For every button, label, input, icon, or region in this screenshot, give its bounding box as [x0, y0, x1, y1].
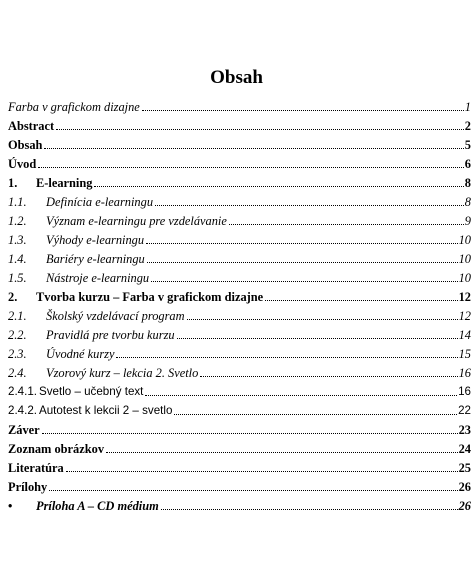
toc-entry-label: Školský vzdelávací program — [46, 309, 185, 323]
toc-leader — [151, 281, 457, 282]
toc-entry-number: 2.3. — [8, 347, 27, 361]
toc-page-number: 8 — [464, 195, 471, 209]
toc-entry — [8, 456, 471, 475]
toc-entry-number: 2. — [8, 290, 18, 304]
toc-leader — [155, 205, 464, 206]
toc-entry — [8, 323, 471, 342]
toc-entry — [8, 361, 471, 380]
toc-entry — [8, 114, 471, 133]
toc-page-number: 16 — [458, 385, 471, 398]
toc-entry-label: Definícia e-learningu — [46, 195, 154, 209]
toc-page-number: 10 — [458, 271, 471, 285]
toc-entry-number: 1. — [8, 176, 18, 190]
toc-page-number: 12 — [458, 309, 471, 323]
toc-page-number: 6 — [464, 157, 471, 171]
toc-entry-label: Tvorba kurzu – Farba v grafickom dizajne — [36, 290, 264, 304]
toc-page-number: 16 — [458, 366, 471, 380]
toc-page-number: 25 — [458, 461, 471, 475]
toc-leader — [161, 509, 458, 510]
toc-entry-label: Vzorový kurz – lekcia 2. Svetlo — [46, 366, 199, 380]
table-of-contents — [8, 95, 471, 513]
toc-entry — [8, 399, 471, 418]
toc-page-number: 23 — [458, 423, 471, 437]
toc-entry-label: Abstract — [8, 119, 55, 133]
page-title: Obsah — [210, 67, 263, 88]
toc-leader — [229, 224, 464, 225]
toc-leader — [177, 338, 458, 339]
toc-entry-number: 1.3. — [8, 233, 27, 247]
toc-leader — [49, 490, 457, 491]
toc-page-number: 1 — [464, 100, 471, 114]
toc-entry-number: 1.5. — [8, 271, 27, 285]
toc-entry-number: 1.1. — [8, 195, 27, 209]
toc-entry — [8, 209, 471, 228]
toc-entry — [8, 418, 471, 437]
toc-entry — [8, 475, 471, 494]
toc-page-number: 10 — [458, 233, 471, 247]
toc-entry-label: Nástroje e-learningu — [46, 271, 150, 285]
toc-entry-label: Výhody e-learningu — [46, 233, 145, 247]
toc-page-number: 9 — [464, 214, 471, 228]
toc-leader — [44, 148, 463, 149]
toc-entry — [8, 342, 471, 361]
bullet-icon: • — [8, 499, 13, 513]
toc-entry — [8, 494, 471, 513]
toc-leader — [146, 243, 458, 244]
toc-page-number: 26 — [458, 499, 471, 513]
toc-page-number: 2 — [464, 119, 471, 133]
toc-entry — [8, 304, 471, 323]
toc-entry — [8, 152, 471, 171]
toc-entry — [8, 95, 471, 114]
toc-leader — [94, 186, 463, 187]
toc-entry-label: Zoznam obrázkov — [8, 442, 105, 456]
toc-entry — [8, 285, 471, 304]
toc-page-number: 26 — [458, 480, 471, 494]
toc-entry-label: Farba v grafickom dizajne — [8, 100, 140, 114]
toc-page-number: 10 — [458, 252, 471, 266]
toc-leader — [145, 395, 457, 396]
toc-leader — [56, 129, 464, 130]
toc-page-number: 5 — [464, 138, 471, 152]
toc-entry-label: Význam e-learningu pre vzdelávanie — [46, 214, 227, 228]
toc-page-number: 12 — [458, 290, 471, 304]
toc-leader — [200, 376, 457, 377]
toc-page-number: 22 — [458, 404, 471, 417]
toc-entry — [8, 247, 471, 266]
toc-leader — [147, 262, 458, 263]
toc-entry-number: 2.2. — [8, 328, 27, 342]
toc-entry-number: 2.4.2. — [8, 404, 38, 417]
toc-leader — [265, 300, 457, 301]
toc-leader — [38, 167, 464, 168]
toc-entry — [8, 228, 471, 247]
toc-entry-label: Autotest k lekcii 2 – svetlo — [39, 404, 173, 417]
toc-leader — [116, 357, 457, 358]
toc-leader — [142, 110, 464, 111]
toc-entry-label: E-learning — [36, 176, 93, 190]
toc-page-number: 8 — [464, 176, 471, 190]
toc-entry — [8, 133, 471, 152]
toc-entry-number: 2.4.1. — [8, 385, 38, 398]
toc-leader — [42, 433, 458, 434]
toc-entry-label: Úvodné kurzy — [46, 347, 115, 361]
toc-entry — [8, 190, 471, 209]
toc-page-number: 14 — [458, 328, 471, 342]
toc-entry-number: 1.4. — [8, 252, 27, 266]
toc-leader — [106, 452, 458, 453]
toc-page-number: 15 — [458, 347, 471, 361]
toc-entry — [8, 171, 471, 190]
toc-leader — [187, 319, 458, 320]
toc-entry — [8, 380, 471, 399]
toc-entry-label: Pravidlá pre tvorbu kurzu — [46, 328, 175, 342]
toc-leader — [66, 471, 458, 472]
toc-entry-label: Príloha A – CD médium — [36, 499, 159, 513]
toc-leader — [174, 414, 457, 415]
toc-entry-label: Svetlo – učebný text — [39, 385, 144, 398]
toc-entry-label: Obsah — [8, 138, 43, 152]
toc-entry — [8, 437, 471, 456]
toc-entry-number: 2.1. — [8, 309, 27, 323]
toc-entry-label: Bariéry e-learningu — [46, 252, 145, 266]
toc-entry — [8, 266, 471, 285]
toc-entry-number: 2.4. — [8, 366, 27, 380]
toc-entry-label: Záver — [8, 423, 40, 437]
toc-entry-label: Literatúra — [8, 461, 64, 475]
toc-page-number: 24 — [458, 442, 471, 456]
toc-entry-number: 1.2. — [8, 214, 27, 228]
toc-entry-label: Úvod — [8, 157, 37, 171]
toc-entry-label: Prílohy — [8, 480, 48, 494]
